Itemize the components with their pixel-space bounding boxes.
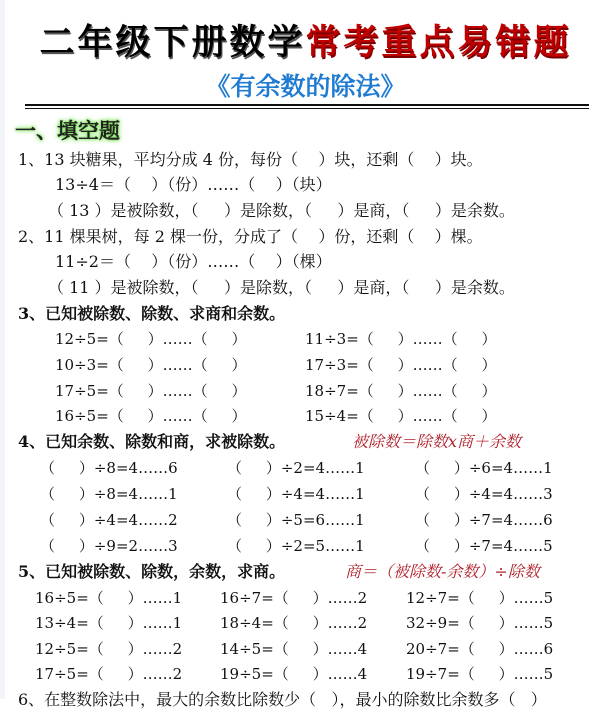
q3-row3-col2: 18÷7=（ ）……（ ） (305, 382, 497, 400)
q5-row3-col3: 20÷7=（ ）……6 (406, 640, 554, 658)
q4-row2-col3: （ ）÷4=4……3 (415, 485, 553, 503)
question-5-title: 5、已知被除数、除数，余数，求商。 (18, 562, 286, 581)
question-2-parts: （ 11 ）是被除数，（ ）是除数，（ ）是商，（ ）是余数。 (48, 278, 515, 297)
section-title: 一、填空题 (15, 118, 120, 143)
question-3-title: 3、已知被除数、除数、求商和余数。 (18, 304, 286, 323)
q4-row1-col3: （ ）÷6=4……1 (415, 459, 553, 477)
q5-row4-col2: 19÷5=（ ）……4 (220, 665, 368, 683)
q3-row3-col1: 17÷5=（ ）……（ ） (55, 382, 247, 400)
question-5-formula: 商＝（被除数-余数）÷除数 (345, 562, 540, 581)
q4-row2-col1: （ ）÷8=4……1 (40, 485, 178, 503)
q5-row1-col1: 16÷5=（ ）……1 (35, 589, 183, 607)
q4-row1-col1: （ ）÷8=4……6 (40, 459, 178, 477)
q5-row2-col3: 32÷9=（ ）……5 (406, 614, 554, 632)
q5-row4-col1: 17÷5=（ ）……2 (35, 665, 183, 683)
q5-row1-col3: 12÷7=（ ）……5 (406, 589, 554, 607)
question-4-title: 4、已知余数、除数和商，求被除数。 (18, 432, 286, 451)
question-4-formula: 被除数＝除数x商＋余数 (352, 432, 522, 451)
question-6-text: 6、在整数除法中，最大的余数比除数少（ ），最小的除数比余数多（ ） (18, 690, 547, 709)
q4-row3-col2: （ ）÷5=6……1 (227, 511, 365, 529)
question-1-text: 1、13 块糖果，平均分成 4 份，每份（ ）块，还剩（ ）块。 (18, 150, 483, 169)
header-divider-thin (25, 108, 589, 109)
q4-row1-col2: （ ）÷2=4……1 (227, 459, 365, 477)
q3-row4-col1: 16÷5=（ ）……（ ） (55, 407, 247, 425)
q5-row3-col2: 14÷5=（ ）……4 (220, 640, 368, 658)
title-red-part: 常考重点易错题 (305, 22, 572, 63)
q3-row1-col2: 11÷3=（ ）……（ ） (305, 330, 497, 348)
q4-row2-col2: （ ）÷4=4……1 (227, 485, 365, 503)
q5-row4-col3: 19÷7=（ ）……5 (406, 665, 554, 683)
q4-row4-col3: （ ）÷7=4……5 (415, 537, 553, 555)
q4-row3-col1: （ ）÷4=4……2 (40, 511, 178, 529)
q3-row2-col1: 10÷3=（ ）……（ ） (55, 356, 247, 374)
q5-row2-col2: 18÷4=（ ）……2 (220, 614, 368, 632)
question-2-equation: 11÷2＝（ ）（份）……（ ）（棵） (55, 252, 332, 271)
question-1-equation: 13÷4＝（ ）（份）……（ ）（块） (55, 175, 332, 194)
page-title (0, 20, 611, 66)
q3-row4-col2: 15÷4=（ ）……（ ） (305, 407, 497, 425)
question-2-text: 2、11 棵果树，每 2 棵一份，分成了（ ）份，还剩（ ）棵。 (18, 227, 483, 246)
q3-row1-col1: 12÷5=（ ）……（ ） (55, 330, 247, 348)
q5-row2-col1: 13÷4=（ ）……1 (35, 614, 183, 632)
title-black-part: 二年级下册数学 (39, 22, 306, 63)
q3-row2-col2: 17÷3=（ ）……（ ） (305, 356, 497, 374)
q5-row1-col2: 16÷7=（ ）……2 (220, 589, 368, 607)
page-left-margin (0, 0, 5, 699)
q4-row3-col3: （ ）÷7=4……6 (415, 511, 553, 529)
q4-row4-col2: （ ）÷2=5……1 (227, 537, 365, 555)
q4-row4-col1: （ ）÷9=2……3 (40, 537, 178, 555)
question-1-parts: （ 13 ）是被除数，（ ）是除数，（ ）是商，（ ）是余数。 (48, 201, 515, 220)
page-subtitle: 《有余数的除法》 (205, 72, 406, 101)
q5-row3-col1: 12÷5=（ ）……2 (35, 640, 183, 658)
header-divider-thick (25, 104, 589, 106)
